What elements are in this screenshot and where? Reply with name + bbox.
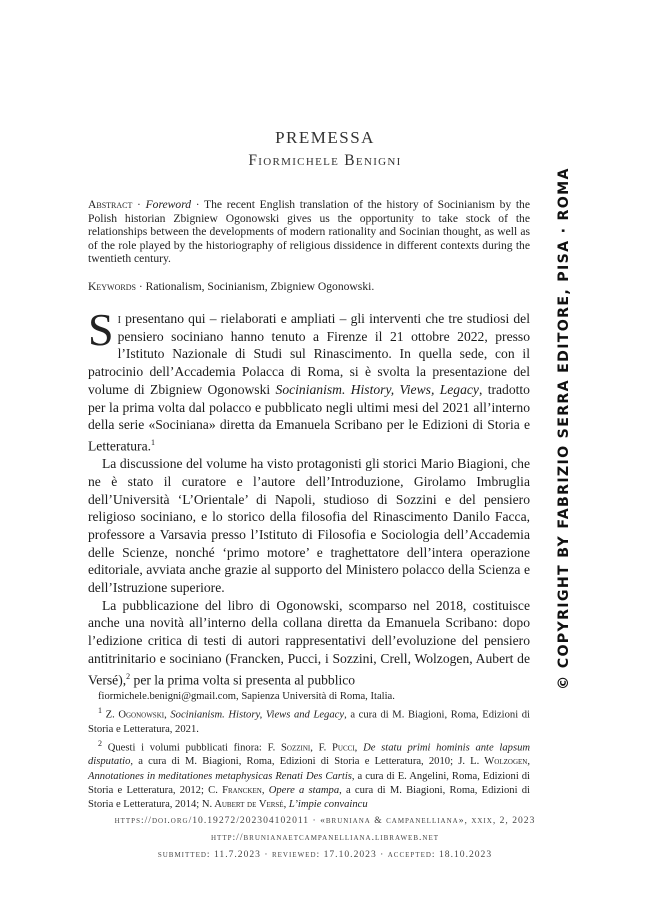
footnote-2-rest-2: , a cura di E. Angelini, Roma, Edizioni di Storia e Letteratura, 2012; xyxy=(88,770,530,796)
footnote-2-rest-1: , a cura di M. Biagioni, Roma, Edizioni di Storia e Letteratura, 2010; xyxy=(130,756,459,768)
author-affiliation: fiormichele.benigni@gmail.com, Sapienza Università di Roma, Italia. xyxy=(98,691,395,702)
paragraph-3-text-a: La pubblicazione del libro di Ogonowski, scomparso nel 2018, costituisce anche una novità all’interno della collana diretta da Emanuela Scribano: dopo l’edizione critica di testi di autori rappresentativi dell’evoluzione del pensiero antitrinitario e sociniano (Francken, Pucci, i Sozzini, Crell, Wolzogen, Aubert de Versé), xyxy=(88,597,530,688)
footnote-2-title-4: L’impie convaincu xyxy=(288,798,368,810)
footnote-2-author-3: C. Francken xyxy=(208,784,262,796)
footnote-ref-1[interactable]: 1 xyxy=(151,437,156,447)
paragraph-3-text-b: per la prima volta si presenta al pubblico xyxy=(130,672,356,688)
footnote-2-title-1: De statu primi hominis ante lapsum disputatio xyxy=(88,742,531,768)
lead-in: i xyxy=(117,311,121,326)
footnote-2-intro: Questi i volumi pubblicati finora: xyxy=(107,742,268,754)
footnote-1-author: Z. Ogonowski xyxy=(105,709,165,721)
footnote-2-author-1: F. Sozzini, F. Pucci xyxy=(267,742,355,754)
article-title: PREMESSA xyxy=(275,128,375,147)
footnote-2-title-2: Annotationes in meditationes metaphysicas Renati Des Cartis xyxy=(88,770,352,782)
keywords xyxy=(88,280,530,293)
paragraph-1 xyxy=(88,304,530,455)
copyright-notice: © COPYRIGHT BY FABRIZIO SERRA EDITORE, PISA · ROMA xyxy=(556,167,572,690)
footnote-1-rest: , a cura di M. Biagioni, Roma, Edizioni di Storia e Letteratura, 2021. xyxy=(88,709,530,735)
abstract-separator: · xyxy=(132,198,146,211)
paragraph-3 xyxy=(88,597,530,689)
footnote-2-author-4: N. Aubert de Versé xyxy=(201,798,284,810)
doi-line[interactable]: https://doi.org/10.19272/202304102011 · «bruniana & campanelliana», xxix, 2, 2023 xyxy=(114,815,536,826)
paragraph-1-text-b: , tradotto per la prima volta dal polacco e pubblicato negli ultimi mesi del 2021 all’interno della serie «Sociniana» diretta da Emanuela Scribano per le Edizioni di Storia e Letteratura. xyxy=(88,381,530,454)
book-title: Socinianism. History, Views, Legacy xyxy=(275,381,479,397)
footnote-ref-2[interactable]: 2 xyxy=(126,671,131,681)
submission-dates: submitted: 11.7.2023 · reviewed: 17.10.2023 · accepted: 18.10.2023 xyxy=(157,849,493,860)
footnote-2: $^2$ Questi i volumi pubblicati finora: F. Sozzini, F. Pucci, De statu primi hominis ante lapsum disputatio, a cura di M. Biagioni, Roma, Edizioni di Storia e Letteratura, 2010; J. L. Wolzogen, Annotationes in meditationes metaphysicas Renati Des Cartis, a cura di E. Angelini, Roma, Edizioni di Storia e Letteratura, 2012; C. Francken, Opere a stampa, a cura di M. Biagioni, Roma, Edizioni di Storia e Letteratura, 2014; N. Aubert de Versé, L’impie convaincu xyxy=(88,738,531,810)
keywords-text: · Rationalism, Socinianism, Zbigniew Ogonowski. xyxy=(135,280,375,293)
abstract-foreword: Foreword xyxy=(145,198,192,211)
footnote-2-title-3: Opere a stampa xyxy=(268,784,340,796)
footnote-1: $^1$ Z. Ogonowski, Socinianism. History, Views and Legacy, a cura di M. Biagioni, Roma, Edizioni di Storia e Letteratura, 2021. xyxy=(88,706,530,735)
footnote-1-title: Socinianism. History, Views and Legacy xyxy=(170,709,345,721)
abstract-label: Abstract xyxy=(88,198,133,211)
abstract-text: · The recent English translation of the history of Socinianism by the Polish historian Zbigniew Ogonowski gives us the opportunity to take stock of the relationships between the developments of modern rationality and Socinian thought, as well as of the role played by the historiography of religious dissidence in different contexts during the twentieth century. xyxy=(88,198,530,266)
footnote-2-author-2: J. L. Wolzogen xyxy=(458,756,528,768)
paragraph-2: La discussione del volume ha visto protagonisti gli storici Mario Biagioni, che ne è stato il curatore e l’autore dell’Introduzione, Girolamo Imbruglia dell’Università ‘L’Orientale’ di Napoli, studioso di Sozzini e del pensiero religioso sociniano, e lo storico della filosofia del Rinascimento Danilo Facca, professore a Varsavia presso l’Istituto di Filosofia e Sociologia dell’Accademia delle Scienze, nonché ‘primo motore’ e traghettatore dell’intera operazione editoriale, avviata anche grazie al supporto del Ministero polacco della Scienza e dell’Istruzione superiore. xyxy=(88,456,530,596)
journal-url[interactable]: http://brunianaetcampanelliana.libraweb.net xyxy=(210,832,440,843)
author-name: Fiormichele Benigni xyxy=(248,152,402,169)
footnote-1-number: 1 xyxy=(98,706,102,716)
body-text xyxy=(88,304,530,689)
paragraph-1-text-a: presentano qui – rielaborati e ampliati – gli interventi che tre studiosi del pensiero sociniano hanno tenuto a Firenze il 21 ottobre 2022, presso l’Istituto Nazionale di Studi sul Rinascimento. In quella sede, con il patrocinio dell’Accademia Polacca di Roma, si è svolta la presentazione del volume di Zbigniew Ogonowski xyxy=(88,311,530,397)
drop-cap: S xyxy=(88,304,114,355)
keywords-label: Keywords xyxy=(88,280,136,293)
footnotes xyxy=(88,690,530,812)
abstract xyxy=(88,198,530,266)
footnote-2-number: 2 xyxy=(98,738,102,748)
footnote-2-rest-3: , a cura di M. Biagioni, Roma, Edizioni di Storia e Letteratura, 2014; xyxy=(88,784,531,810)
